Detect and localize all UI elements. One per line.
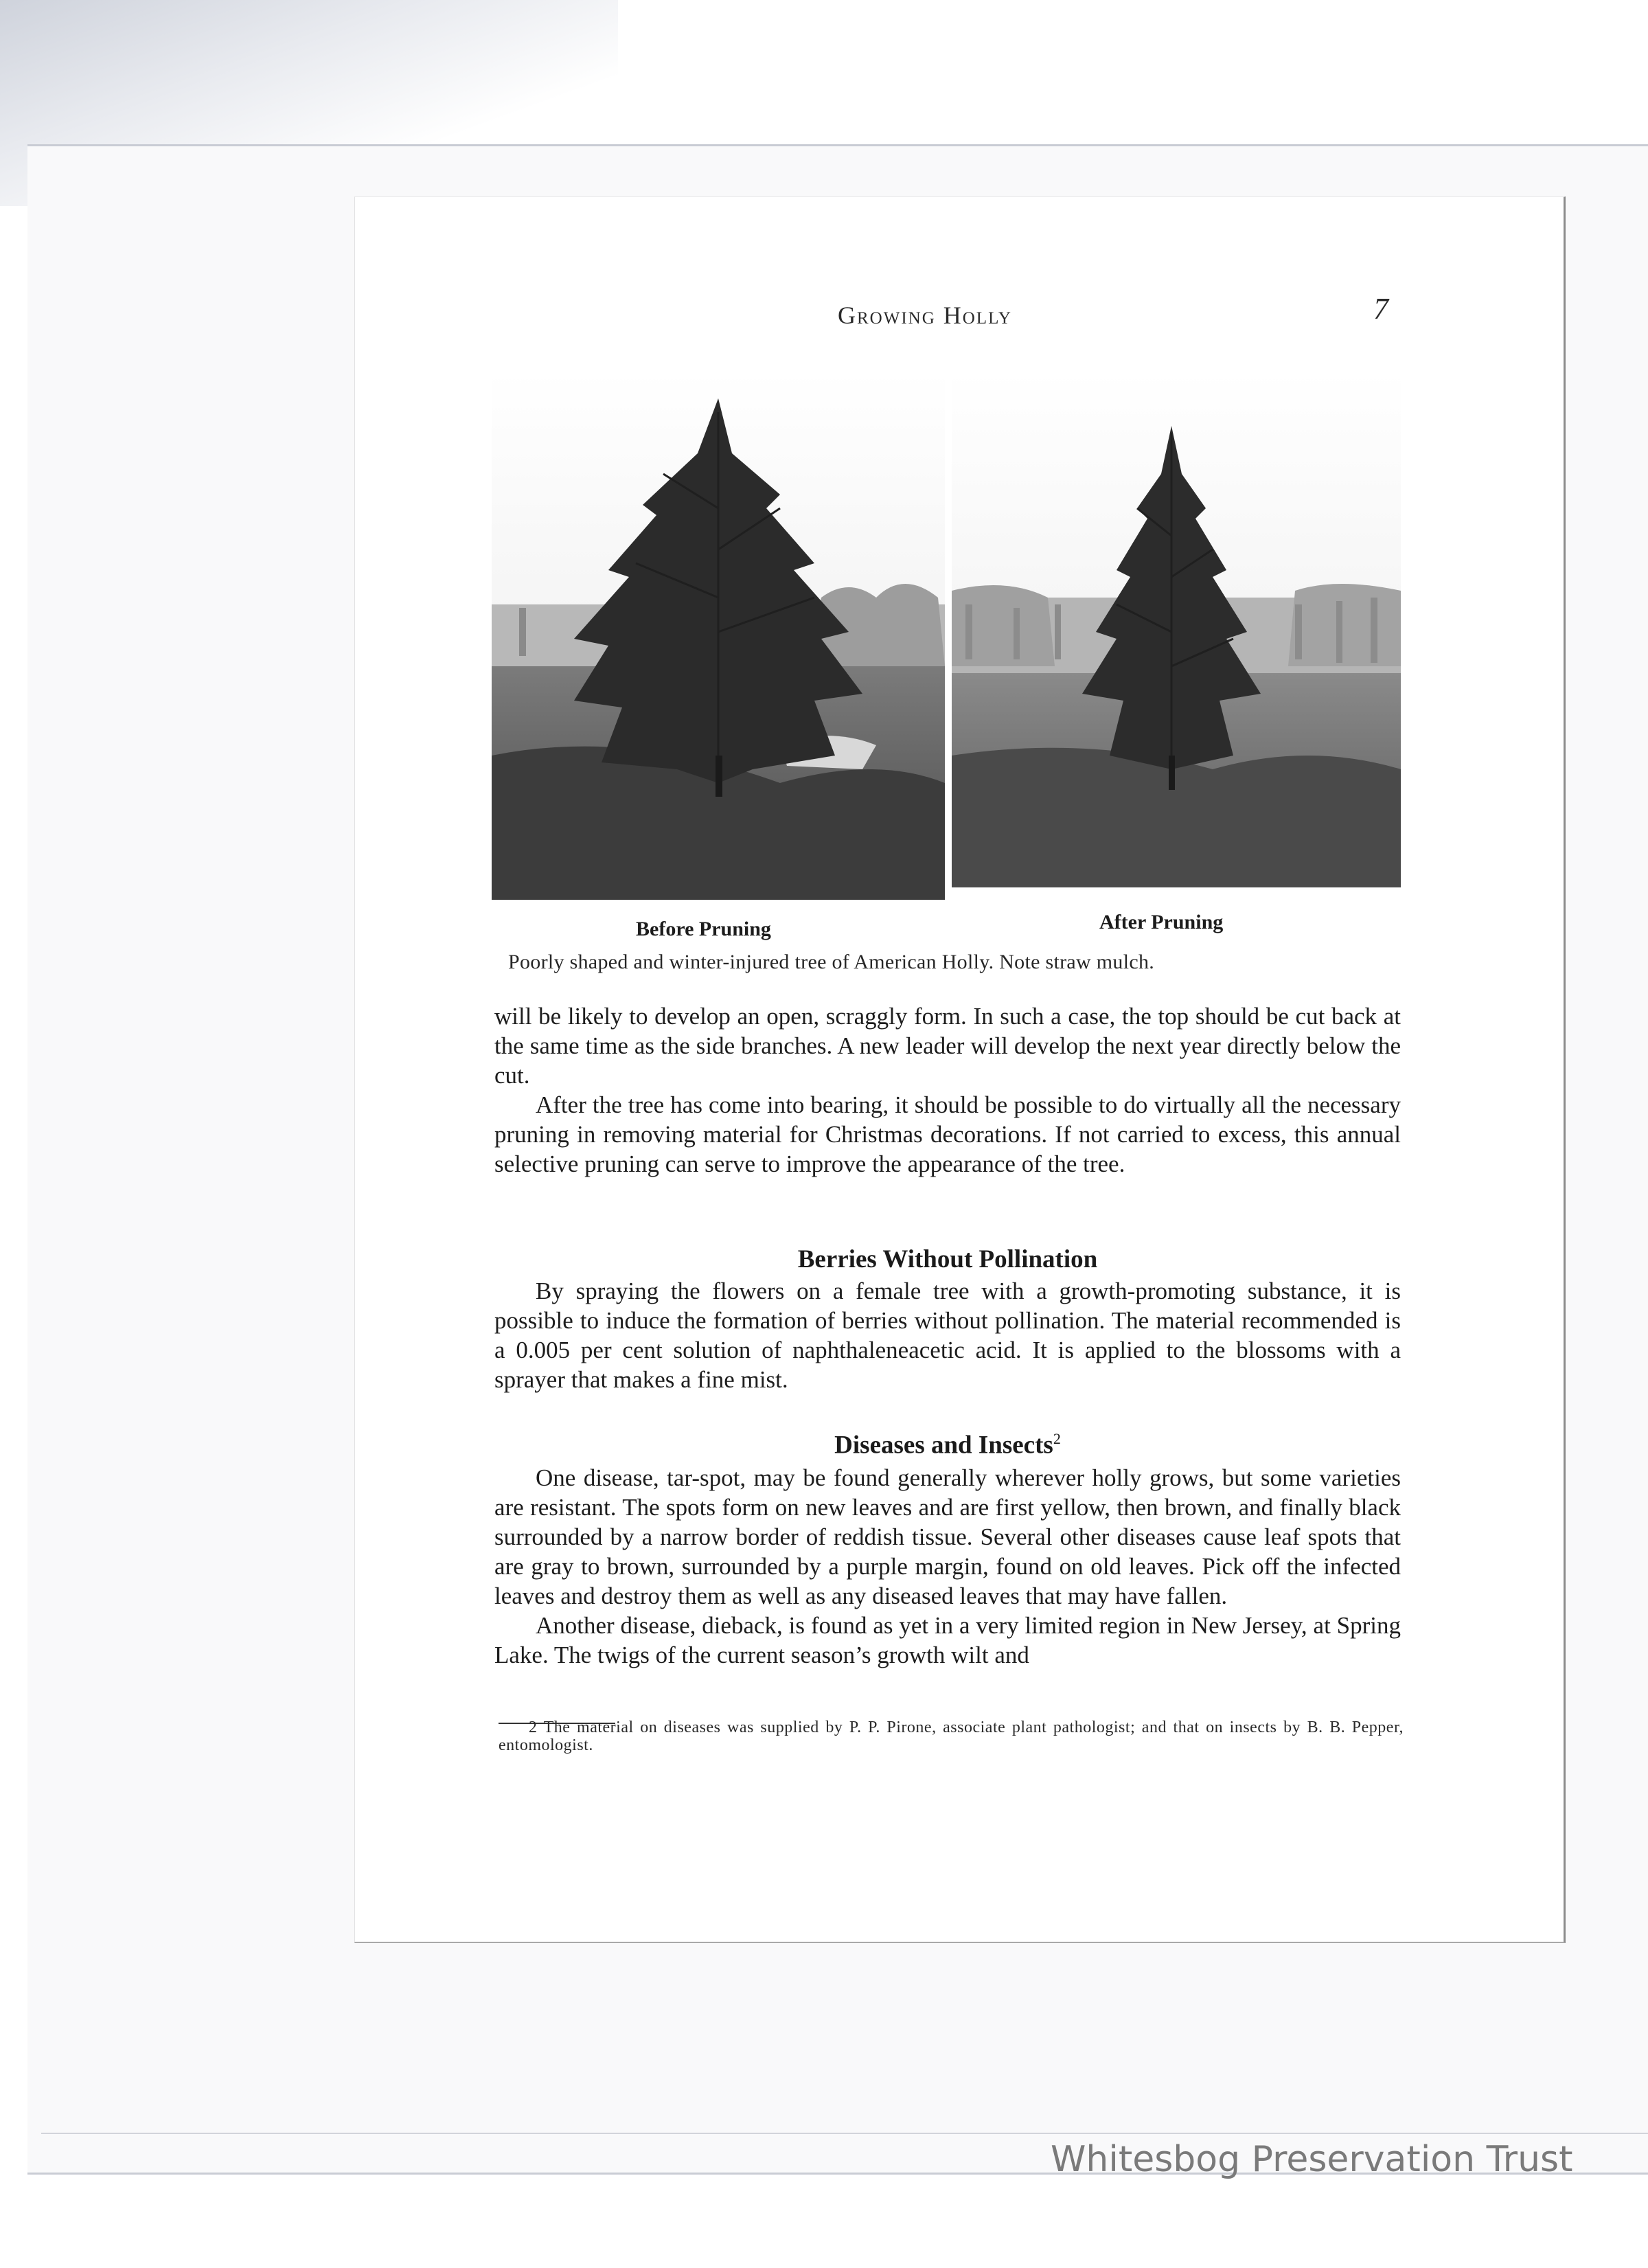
photo-after-pruning: [952, 371, 1401, 887]
page-number: 7: [1373, 292, 1388, 326]
berries-paragraph-1: By spraying the flowers on a female tree with a growth-promoting substance, it is possible to induce the formation of berries without pollination. The material recommended is a 0.005 per cent solution of naphthaleneacetic acid. It is applied to the blossoms with a sprayer that makes a fine mist.: [494, 1278, 1401, 1393]
diseases-paragraph-2: Another disease, dieback, is found as yet in a very limited region in New Jersey, at Spring Lake. The twigs of the current season’s growth wilt and: [494, 1612, 1401, 1668]
intro-paragraph-2: After the tree has come into bearing, it should be possible to do virtually all the necessary pruning in removing material for Christmas decorations. If not carried to excess, this annual selective pruning can serve to improve the appearance of the tree.: [494, 1091, 1401, 1177]
berries-text-block: [494, 1276, 1401, 1394]
heading-diseases-and-insects: [494, 1430, 1401, 1460]
footnote: [499, 1719, 1404, 1754]
diseases-text-block: [494, 1463, 1401, 1670]
photo-before-pruning: [492, 371, 945, 900]
watermark: Whitesbog Preservation Trust: [1051, 2139, 1573, 2180]
running-head: Growing Holly: [838, 302, 1012, 329]
footnote-marker: 2: [1053, 1430, 1061, 1447]
heading-berries-without-pollination: Berries Without Pollination: [797, 1245, 1098, 1273]
label-after-pruning: After Pruning: [1099, 911, 1224, 933]
intro-paragraph-1: will be likely to develop an open, scraggly form. In such a case, the top should be cut back at the same time as the side branches. A new leader will develop the next year directly below the cut.: [494, 1003, 1401, 1089]
figure-caption: Poorly shaped and winter-injured tree of American Holly. Note straw mulch.: [508, 951, 1155, 973]
heading-diseases-text: Diseases and Insects: [834, 1431, 1053, 1460]
intro-text-block: [494, 1001, 1401, 1179]
footnote-number: 2: [529, 1719, 538, 1736]
footnote-text: The material on diseases was supplied by P. P. Pirone, associate plant pathologist; and that on insects by B. B. Pepper, entomologist.: [499, 1719, 1404, 1754]
diseases-paragraph-1: One disease, tar-spot, may be found generally wherever holly grows, but some varieties are resistant. The spots form on new leaves and are first yellow, then brown, and finally black surrounded by a narrow border of reddish tissue. Several other diseases cause leaf spots that are gray to brown, surrounded by a purple margin, found on old leaves. Pick off the infected leaves and destroy them as well as any diseased leaves that may have fallen.: [494, 1464, 1401, 1609]
label-before-pruning: Before Pruning: [636, 918, 771, 940]
